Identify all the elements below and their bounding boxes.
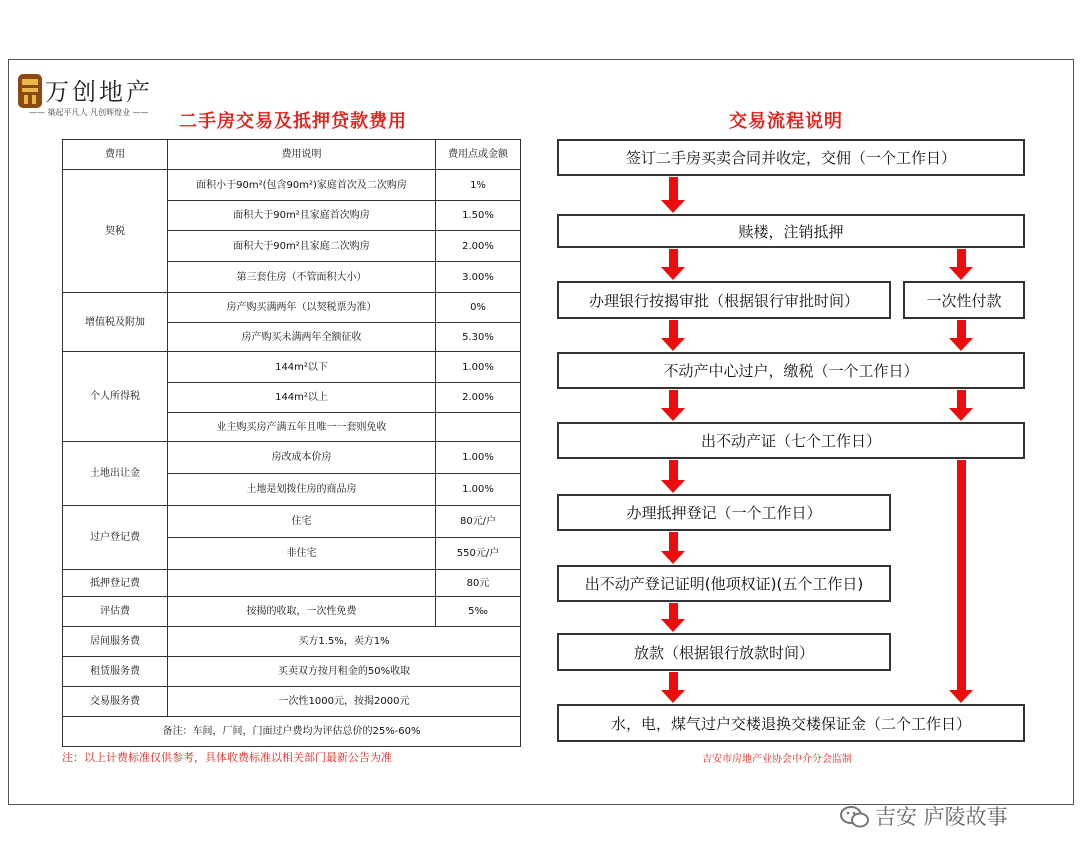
flow-arrow-down-icon (661, 249, 686, 280)
table-row (63, 717, 521, 747)
table-row (63, 293, 521, 323)
flow-arrow-long-down-icon (949, 460, 974, 703)
header-cell: 费用说明 (168, 140, 436, 170)
remark-cell: 备注：车间，厂间，门面过户费均为评估总价的25%-60% (63, 717, 521, 747)
table-row (63, 442, 521, 474)
fee-value: 5‰ (436, 597, 521, 627)
header-cell: 费用点或金额 (436, 140, 521, 170)
fee-category: 居间服务费 (63, 627, 168, 657)
fee-value: 2.00% (436, 231, 521, 262)
fee-value: 3.00% (436, 262, 521, 293)
fee-desc: 非住宅 (168, 538, 436, 570)
fee-category: 增值税及附加 (63, 293, 168, 352)
company-logo-icon (15, 72, 45, 110)
fee-value: 1% (436, 170, 521, 201)
fee-desc: 土地是划拨住房的商品房 (168, 474, 436, 506)
table-row (63, 352, 521, 383)
fee-value: 1.00% (436, 442, 521, 474)
fee-value: 2.00% (436, 383, 521, 413)
fee-value: 1.50% (436, 201, 521, 231)
header-cell: 费用 (63, 140, 168, 170)
flow-step-other-rights-cert: 出不动产登记证明(他项权证)(五个工作日) (557, 565, 891, 602)
flow-step-loan-release: 放款（根据银行放款时间） (557, 633, 891, 671)
flow-step-transfer-tax: 不动产中心过户，缴税（一个工作日） (557, 352, 1025, 389)
table-row (63, 570, 521, 597)
flow-arrow-down-icon (949, 320, 974, 351)
fee-value: 550元/户 (436, 538, 521, 570)
fee-desc: 144m²以下 (168, 352, 436, 383)
fee-desc: 面积大于90m²且家庭二次购房 (168, 231, 436, 262)
flow-step-redeem: 赎楼，注销抵押 (557, 214, 1025, 248)
flow-arrow-down-icon (949, 249, 974, 280)
flow-step-handover: 水，电，煤气过户交楼退换交楼保证金（二个工作日） (557, 704, 1025, 742)
fee-desc: 买方1.5%，卖方1% (168, 627, 521, 657)
fee-value: 0% (436, 293, 521, 323)
fee-desc: 第三套住房（不管面积大小） (168, 262, 436, 293)
supervision-note: 吉安市房地产业协会中介分会监制 (702, 754, 852, 765)
table-header-row (63, 140, 521, 170)
flow-arrow-down-icon (661, 603, 686, 632)
flow-arrow-down-icon (661, 177, 686, 213)
fee-value: 1.00% (436, 474, 521, 506)
fee-desc: 房产购买满两年（以契税票为准） (168, 293, 436, 323)
flow-step-mortgage-approval: 办理银行按揭审批（根据银行审批时间） (557, 281, 891, 319)
flow-arrow-down-icon (661, 390, 686, 421)
fee-value: 5.30% (436, 323, 521, 352)
fee-desc: 按揭的收取，一次性免费 (168, 597, 436, 627)
fee-category: 个人所得税 (63, 352, 168, 442)
brand-slogan: —— 築起平凡人 凡创辉煌业 —— (29, 108, 149, 117)
fee-value: 80元/户 (436, 506, 521, 538)
table-row (63, 627, 521, 657)
fee-table (62, 139, 521, 747)
watermark-text: 吉安 庐陵故事 (875, 805, 1008, 829)
brand-name: 万创地产 (45, 78, 153, 106)
fee-desc: 144m²以上 (168, 383, 436, 413)
flow-title: 交易流程说明 (729, 111, 843, 132)
fee-desc: 面积小于90m²(包含90m²)家庭首次及二次购房 (168, 170, 436, 201)
flow-arrow-down-icon (949, 390, 974, 421)
fee-category: 交易服务费 (63, 687, 168, 717)
fee-desc (168, 570, 436, 597)
fee-desc: 房改成本价房 (168, 442, 436, 474)
fee-value: 80元 (436, 570, 521, 597)
table-row (63, 657, 521, 687)
fee-category: 评估费 (63, 597, 168, 627)
flow-arrow-down-icon (661, 460, 686, 493)
fee-desc: 一次性1000元，按揭2000元 (168, 687, 521, 717)
flow-arrow-down-icon (661, 532, 686, 564)
fee-desc: 买卖双方按月租金的50%收取 (168, 657, 521, 687)
fee-desc: 面积大于90m²且家庭首次购房 (168, 201, 436, 231)
table-row (63, 170, 521, 201)
fee-disclaimer: 注：以上计费标准仅供参考，具体收费标准以相关部门最新公告为准 (62, 751, 392, 764)
fee-value: 1.00% (436, 352, 521, 383)
fee-category: 土地出让金 (63, 442, 168, 506)
fee-value (436, 413, 521, 442)
fee-category: 抵押登记费 (63, 570, 168, 597)
flow-arrow-down-icon (661, 672, 686, 703)
fee-table-title: 二手房交易及抵押贷款费用 (179, 111, 407, 132)
flow-arrow-down-icon (661, 320, 686, 351)
fee-category: 租赁服务费 (63, 657, 168, 687)
flow-step-property-cert: 出不动产证（七个工作日） (557, 422, 1025, 459)
fee-desc: 业主购买房产满五年且唯一一套则免收 (168, 413, 436, 442)
fee-desc: 住宅 (168, 506, 436, 538)
flow-step-contract: 签订二手房买卖合同并收定，交佣（一个工作日） (557, 139, 1025, 176)
wechat-icon (840, 805, 870, 829)
flow-step-full-payment: 一次性付款 (903, 281, 1025, 319)
table-row (63, 597, 521, 627)
table-row (63, 506, 521, 538)
fee-desc: 房产购买未满两年全额征收 (168, 323, 436, 352)
fee-category: 过户登记费 (63, 506, 168, 570)
fee-category: 契税 (63, 170, 168, 293)
flow-step-mortgage-registration: 办理抵押登记（一个工作日） (557, 494, 891, 531)
table-row (63, 687, 521, 717)
document-sheet (8, 59, 1074, 805)
